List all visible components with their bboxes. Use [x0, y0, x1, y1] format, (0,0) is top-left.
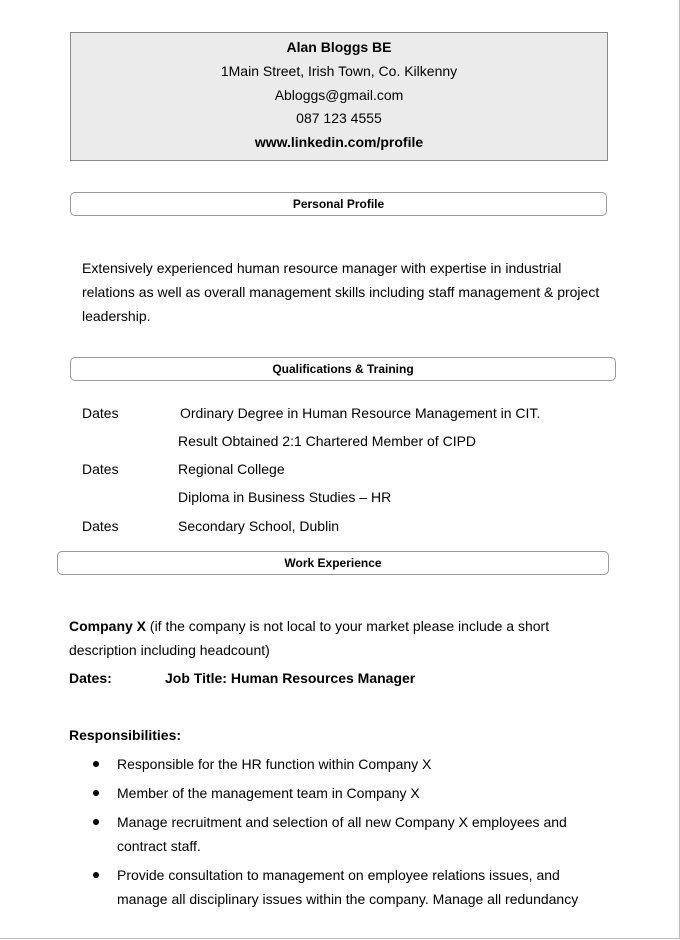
- company-name: Company X: [69, 618, 147, 634]
- section-work-experience: Work Experience: [57, 551, 609, 575]
- profile-line: leadership.: [82, 308, 151, 324]
- responsibility-item-cont: manage all disciplinary issues within the company. Manage all redundancy: [117, 891, 579, 907]
- responsibilities-label: Responsibilities:: [69, 727, 182, 743]
- qualification-text: Ordinary Degree in Human Resource Management in CIT.: [180, 405, 541, 421]
- profile-line: Extensively experienced human resource manager with expertise in industrial: [82, 260, 562, 276]
- job-title: Job Title: Human Resources Manager: [165, 670, 416, 686]
- profile-line: relations as well as overall management skills including staff management & project: [82, 284, 600, 300]
- company-note: description including headcount): [69, 642, 270, 658]
- responsibility-item: Responsible for the HR function within Company X: [117, 756, 432, 772]
- responsibility-item: Manage recruitment and selection of all new Company X employees and: [117, 814, 567, 830]
- contact-header: [70, 32, 608, 161]
- candidate-name: Alan Bloggs BE: [286, 39, 392, 55]
- email[interactable]: Abloggs@gmail.com: [274, 87, 404, 103]
- qualification-text: Result Obtained 2:1 Chartered Member of CIPD: [178, 433, 477, 449]
- qualification-text: Regional College: [178, 461, 285, 477]
- bullet-icon: [93, 761, 99, 767]
- bullet-icon: [93, 819, 99, 825]
- responsibility-item: Provide consultation to management on employee relations issues, and: [117, 867, 560, 883]
- bullet-icon: [93, 872, 99, 878]
- section-qualifications: Qualifications & Training: [70, 357, 616, 381]
- company-line: [69, 616, 549, 636]
- qualification-date: Dates: [82, 518, 119, 534]
- phone: 087 123 4555: [296, 110, 382, 126]
- dates-label: Dates:: [69, 670, 112, 686]
- section-personal-profile: Personal Profile: [70, 192, 607, 216]
- address: 1Main Street, Irish Town, Co. Kilkenny: [220, 63, 458, 79]
- qualification-date: Dates: [82, 405, 119, 421]
- qualification-date: Dates: [82, 461, 119, 477]
- responsibility-item: Member of the management team in Company X: [117, 785, 420, 801]
- bullet-icon: [93, 790, 99, 796]
- responsibility-item-cont: contract staff.: [117, 838, 201, 854]
- qualification-text: Diploma in Business Studies – HR: [178, 489, 392, 505]
- qualification-text: Secondary School, Dublin: [178, 518, 340, 534]
- company-note: (if the company is not local to your market please include a short: [149, 618, 550, 634]
- website-link[interactable]: www.linkedin.com/profile: [254, 134, 424, 150]
